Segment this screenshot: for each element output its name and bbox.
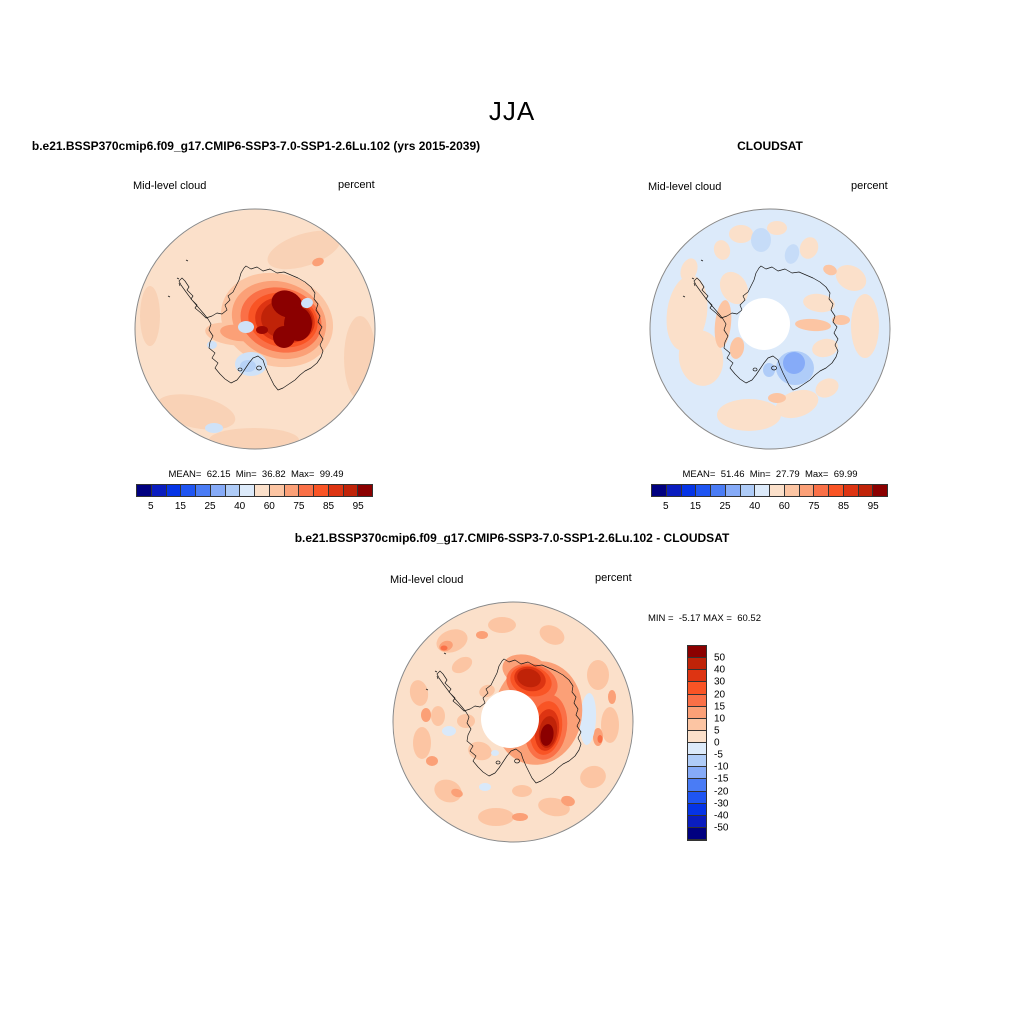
colorbar-segment	[726, 485, 741, 496]
colorbar-segment	[652, 485, 667, 496]
obs-field-label: Mid-level cloud	[648, 181, 722, 193]
colorbar-tick-label: 85	[838, 501, 850, 512]
colorbar-segment	[844, 485, 859, 496]
colorbar-tick-label: 75	[293, 501, 305, 512]
model-colorbar	[136, 484, 373, 497]
colorbar-segment	[682, 485, 697, 496]
colorbar-segment	[255, 485, 270, 496]
colorbar-segment	[800, 485, 815, 496]
colorbar-value-label: 10	[714, 713, 726, 725]
model-units-label: percent	[338, 179, 375, 191]
colorbar-segment	[688, 743, 706, 755]
colorbar-segment	[329, 485, 344, 496]
colorbar-tick-label: 5	[663, 501, 669, 512]
colorbar-segment	[688, 804, 706, 816]
colorbar-value-label: -20	[714, 786, 729, 797]
diff-map	[392, 601, 634, 843]
colorbar-value-label: 30	[714, 676, 726, 688]
diff-panel-title: b.e21.BSSP370cmip6.f09_g17.CMIP6-SSP3-7.0-SSP1-2.6Lu.102 - CLOUDSAT	[294, 531, 730, 545]
model-stats: MEAN= 62.15 Min= 36.82 Max= 99.49	[168, 469, 344, 480]
colorbar-value-label: -10	[714, 761, 729, 773]
colorbar-value-label: 0	[714, 737, 720, 749]
obs-panel-title: CLOUDSAT	[737, 139, 803, 153]
colorbar-value-label: 15	[714, 701, 726, 713]
colorbar-segment	[688, 767, 706, 779]
colorbar-segment	[240, 485, 255, 496]
colorbar-segment	[859, 485, 874, 496]
diff-units-label: percent	[595, 572, 632, 584]
obs-colorbar-ticks	[651, 501, 888, 512]
colorbar-segment	[688, 816, 706, 828]
polar-data-hole	[481, 690, 539, 748]
colorbar-segment	[211, 485, 226, 496]
colorbar-segment	[688, 828, 706, 840]
colorbar-tick-label: 60	[778, 501, 790, 512]
colorbar-segment	[181, 485, 196, 496]
diff-stats: MIN = -5.17 MAX = 60.52	[648, 613, 761, 624]
colorbar-tick-label: 95	[867, 501, 879, 512]
colorbar-segment	[873, 485, 887, 496]
colorbar-segment	[688, 707, 706, 719]
colorbar-segment	[285, 485, 300, 496]
colorbar-segment	[314, 485, 329, 496]
colorbar-value-label: 50	[714, 652, 726, 664]
colorbar-segment	[226, 485, 241, 496]
colorbar-segment	[711, 485, 726, 496]
colorbar-segment	[688, 682, 706, 694]
colorbar-segment	[829, 485, 844, 496]
colorbar-segment	[688, 731, 706, 743]
diff-field-label: Mid-level cloud	[390, 574, 464, 586]
colorbar-value-label: 20	[714, 689, 726, 700]
colorbar-value-label: -40	[714, 810, 729, 822]
colorbar-value-label: -30	[714, 798, 729, 810]
season-title: JJA	[488, 96, 536, 126]
colorbar-segment	[688, 719, 706, 731]
colorbar-segment	[688, 670, 706, 682]
colorbar-tick-label: 40	[749, 501, 761, 512]
colorbar-value-label: -5	[714, 749, 723, 761]
colorbar-segment	[688, 695, 706, 707]
colorbar-segment	[688, 646, 706, 658]
colorbar-segment	[344, 485, 359, 496]
colorbar-value-label: -15	[714, 773, 729, 785]
colorbar-segment	[270, 485, 285, 496]
colorbar-tick-label: 5	[148, 501, 154, 512]
colorbar-tick-label: 15	[689, 501, 701, 512]
model-field-label: Mid-level cloud	[133, 180, 207, 192]
colorbar-segment	[688, 792, 706, 804]
colorbar-tick-label: 75	[808, 501, 820, 512]
colorbar-value-label: 40	[714, 664, 726, 676]
obs-stats: MEAN= 51.46 Min= 27.79 Max= 69.99	[682, 469, 858, 480]
obs-units-label: percent	[851, 180, 888, 192]
colorbar-segment	[755, 485, 770, 496]
colorbar-segment	[152, 485, 167, 496]
colorbar-segment	[688, 779, 706, 791]
colorbar-tick-label: 15	[174, 501, 186, 512]
colorbar-tick-label: 95	[352, 501, 364, 512]
model-colorbar-ticks	[136, 501, 373, 512]
colorbar-segment	[299, 485, 314, 496]
polar-data-hole	[738, 298, 790, 350]
colorbar-segment	[167, 485, 182, 496]
colorbar-segment	[688, 658, 706, 670]
colorbar-value-label: 5	[714, 725, 720, 737]
colorbar-segment	[137, 485, 152, 496]
obs-map	[649, 208, 891, 450]
colorbar-tick-label: 85	[323, 501, 335, 512]
colorbar-tick-label: 40	[234, 501, 246, 512]
colorbar-segment	[814, 485, 829, 496]
colorbar-segment	[358, 485, 372, 496]
colorbar-segment	[196, 485, 211, 496]
diff-colorbar	[687, 645, 729, 841]
colorbar-tick-label: 60	[263, 501, 275, 512]
colorbar-segment	[688, 755, 706, 767]
model-map	[134, 208, 376, 450]
colorbar-segment	[696, 485, 711, 496]
model-panel-title: b.e21.BSSP370cmip6.f09_g17.CMIP6-SSP3-7.0-SSP1-2.6Lu.102 (yrs 2015-2039)	[31, 139, 481, 153]
obs-colorbar	[651, 484, 888, 497]
colorbar-segment	[770, 485, 785, 496]
colorbar-segment	[785, 485, 800, 496]
colorbar-tick-label: 25	[719, 501, 731, 512]
colorbar-tick-label: 25	[204, 501, 216, 512]
colorbar-value-label: -50	[714, 822, 729, 834]
colorbar-segment	[741, 485, 756, 496]
colorbar-segment	[667, 485, 682, 496]
